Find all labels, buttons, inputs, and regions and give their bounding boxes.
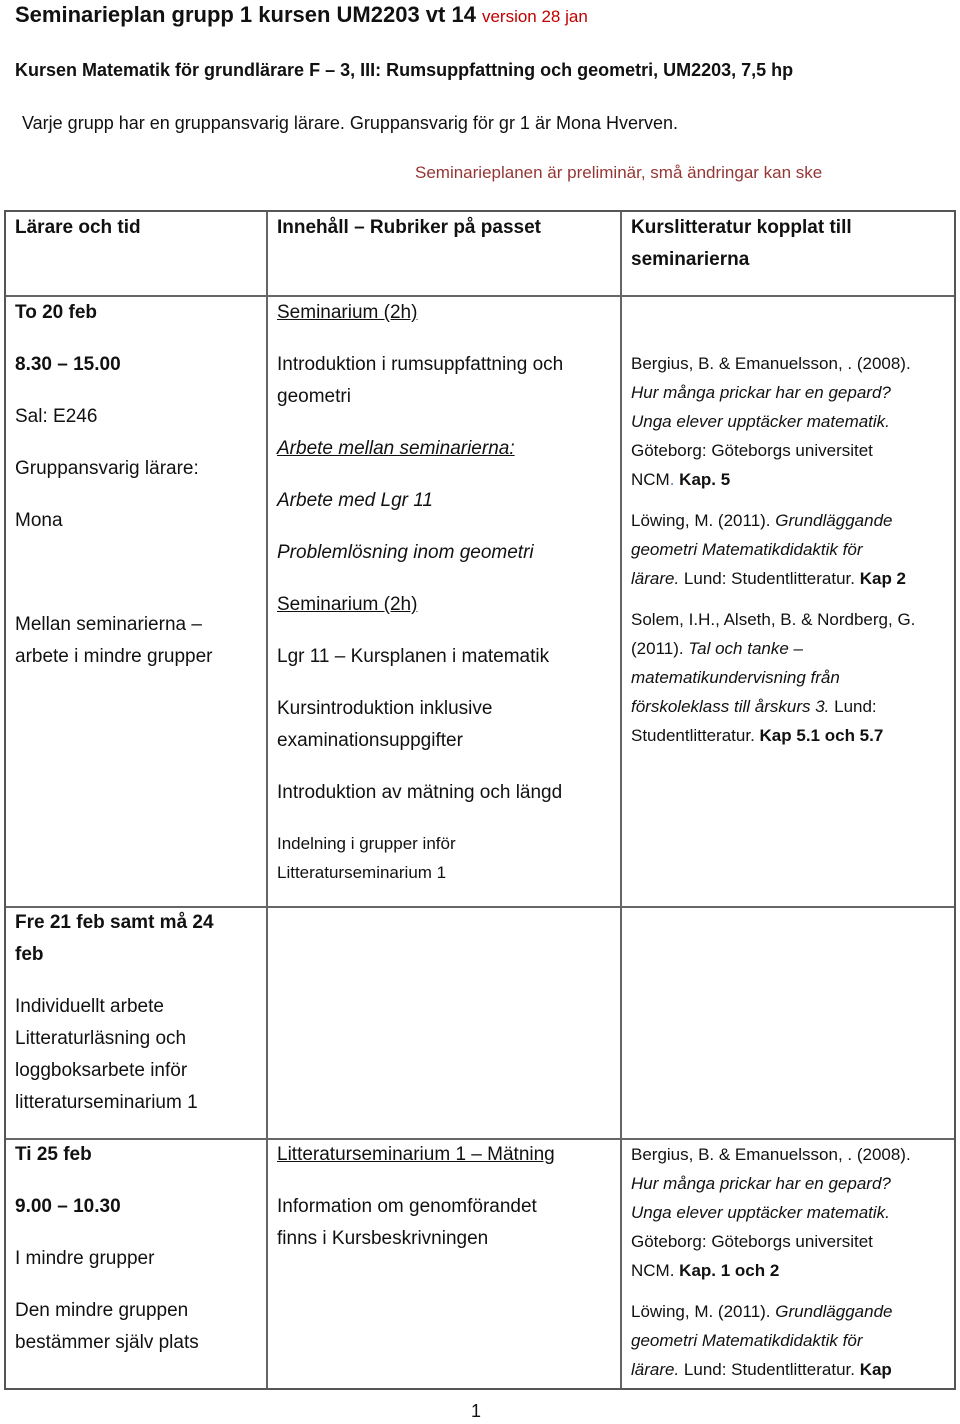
seminar-schedule-table [4,210,956,1390]
row1-ref3-line2 [631,634,915,663]
version-label: version 28 jan [481,7,588,26]
page-number: 1 [471,1401,482,1421]
row1-ref3-title-start: Tal och tanke – [688,639,804,658]
row3-ref1-line2: Hur många prickar har en gepard? [631,1174,891,1193]
row1-intro-line1: Introduktion i rumsuppfattning och [277,354,564,375]
column-divider-1 [266,212,268,1388]
row3-where: I mindre grupper [15,1248,155,1269]
row3-time: 9.00 – 10.30 [15,1196,121,1217]
row1-ref1-publisher: NCM [631,470,670,489]
row1-kursplan: Lgr 11 – Kursplanen i matematik [277,646,550,667]
row1-between-line1: Mellan seminarierna – [15,614,202,635]
row2-date-line1: Fre 21 feb samt må 24 [15,912,214,933]
preliminary-note: Seminarieplanen är preliminär, små ändringar kan ske [415,163,823,182]
row3-ref1-line5 [631,1256,911,1285]
row1-ref3-year: (2011). [631,639,689,658]
row1-lgr-work: Arbete med Lgr 11 [277,490,433,511]
row3-info-line1: Information om genomförandet [277,1196,537,1217]
group-info: Varje grupp har en gruppansvarig lärare. Gruppansvarig för gr 1 är Mona Hverven. [22,113,679,133]
row1-grouping-line1: Indelning i grupper inför [277,834,456,853]
header-literature-line2: seminarierna [631,249,750,270]
document-title [15,2,588,28]
row1-ref2-title-end: lärare. [631,569,680,588]
row3-seminar: Litteraturseminarium 1 – Mätning [277,1144,555,1165]
row1-literature-cell [631,349,915,750]
row1-teacher-cell [15,297,213,673]
row2-work-line3: loggboksarbete inför [15,1060,188,1081]
row3-ref2-title-start: Grundläggande [775,1302,893,1321]
row1-kursintro-line1: Kursintroduktion inklusive [277,698,493,719]
row1-ref1-line2: Hur många prickar har en gepard? [631,383,891,402]
row1-ref2-chapter: Kap 2 [854,569,907,588]
row1-measurement-intro: Introduktion av mätning och längd [277,782,563,803]
row1-room: Sal: E246 [15,406,98,427]
row1-ref3-chapter: Kap 5.1 och 5.7 [759,726,884,745]
row2-date-line2: feb [15,944,44,965]
row2-teacher-cell [15,907,214,1119]
row3-ref2-line2: geometri Matematikdidaktik för [631,1331,863,1350]
row1-ref3-line3: matematikundervisning från [631,668,840,687]
row3-ref2-author: Löwing, M. (2011). [631,1302,776,1321]
row1-ref1-line3: Unga elever upptäcker matematik. [631,412,890,431]
row1-ref1-line1: Bergius, B. & Emanuelsson, . (2008). [631,354,911,373]
row3-ref2-line1 [631,1297,911,1326]
row3-ref1-publisher: NCM. [631,1261,680,1280]
row1-date: To 20 feb [15,302,97,323]
row3-date: Ti 25 feb [15,1144,92,1165]
course-title: Kursen Matematik för grundlärare F – 3, III: Rumsuppfattning och geometri, UM2203, 7,5 hp [15,60,794,80]
header-teacher-time: Lärare och tid [15,217,141,238]
row3-info-line2: finns i Kursbeskrivningen [277,1228,489,1249]
row3-ref2-chapter: Kap [859,1360,892,1379]
header-content: Innehåll – Rubriker på passet [277,217,541,238]
row1-responsible-name: Mona [15,510,63,531]
row1-ref3-city: Lund: [829,697,877,716]
row1-ref2-publisher: Lund: Studentlitteratur. [679,569,855,588]
row1-ref2-title-start: Grundläggande [775,511,893,530]
row3-content-cell [277,1139,555,1255]
row1-seminar2: Seminarium (2h) [277,594,418,615]
row1-ref3-publisher: Studentlitteratur. [631,726,760,745]
row1-ref1-line5 [631,465,915,494]
row1-ref3-line4 [631,692,915,721]
row1-grouping-line2: Litteraturseminarium 1 [277,863,447,882]
title-text: Seminarieplan grupp 1 kursen UM2203 vt 14 [15,2,476,27]
row3-teacher-cell [15,1139,199,1359]
row1-between-line2: arbete i mindre grupper [15,646,213,667]
row1-kursintro-line2: examinationsuppgifter [277,730,463,751]
row1-ref2-author: Löwing, M. (2011). [631,511,776,530]
row3-place-line1: Den mindre gruppen [15,1300,189,1321]
row2-work-line1: Individuellt arbete [15,996,164,1017]
row1-seminar1: Seminarium (2h) [277,302,418,323]
row3-ref2-publisher: Lund: Studentlitteratur. [679,1360,860,1379]
row1-ref2-line2: geometri Matematikdidaktik för [631,540,863,559]
header-literature [631,212,852,276]
row3-literature-cell [631,1140,911,1384]
row1-time: 8.30 – 15.00 [15,354,121,375]
row1-problem-solving: Problemlösning inom geometri [277,542,534,563]
row1-ref1-line4: Göteborg: Göteborgs universitet [631,441,873,460]
row1-ref1-chapter: Kap. 5 [674,470,731,489]
row1-ref2-line1 [631,506,915,535]
row1-ref3-line5 [631,721,915,750]
row1-ref2-line3 [631,564,915,593]
row1-responsible-label: Gruppansvarig lärare: [15,458,199,479]
row1-intro-line2: geometri [277,386,351,407]
row1-content-cell [277,297,563,887]
column-divider-2 [620,212,622,1388]
row1-ref3-line1: Solem, I.H., Alseth, B. & Nordberg, G. [631,610,916,629]
header-literature-line1: Kurslitteratur kopplat till [631,217,852,238]
row3-ref2-title-end: lärare. [631,1360,680,1379]
row1-ref1-dot: . [669,470,675,489]
row3-ref2-line3 [631,1355,911,1384]
row3-ref1-chapter: Kap. 1 och 2 [679,1261,780,1280]
row2-work-line4: litteraturseminarium 1 [15,1092,198,1113]
row3-ref1-line4: Göteborg: Göteborgs universitet [631,1232,873,1251]
row1-ref3-title-end: förskoleklass till årskurs 3. [631,697,830,716]
row3-ref1-line3: Unga elever upptäcker matematik. [631,1203,890,1222]
row1-between-heading: Arbete mellan seminarierna: [277,438,515,459]
row3-ref1-line1: Bergius, B. & Emanuelsson, . (2008). [631,1145,911,1164]
row2-work-line2: Litteraturläsning och [15,1028,187,1049]
row3-place-line2: bestämmer själv plats [15,1332,199,1353]
